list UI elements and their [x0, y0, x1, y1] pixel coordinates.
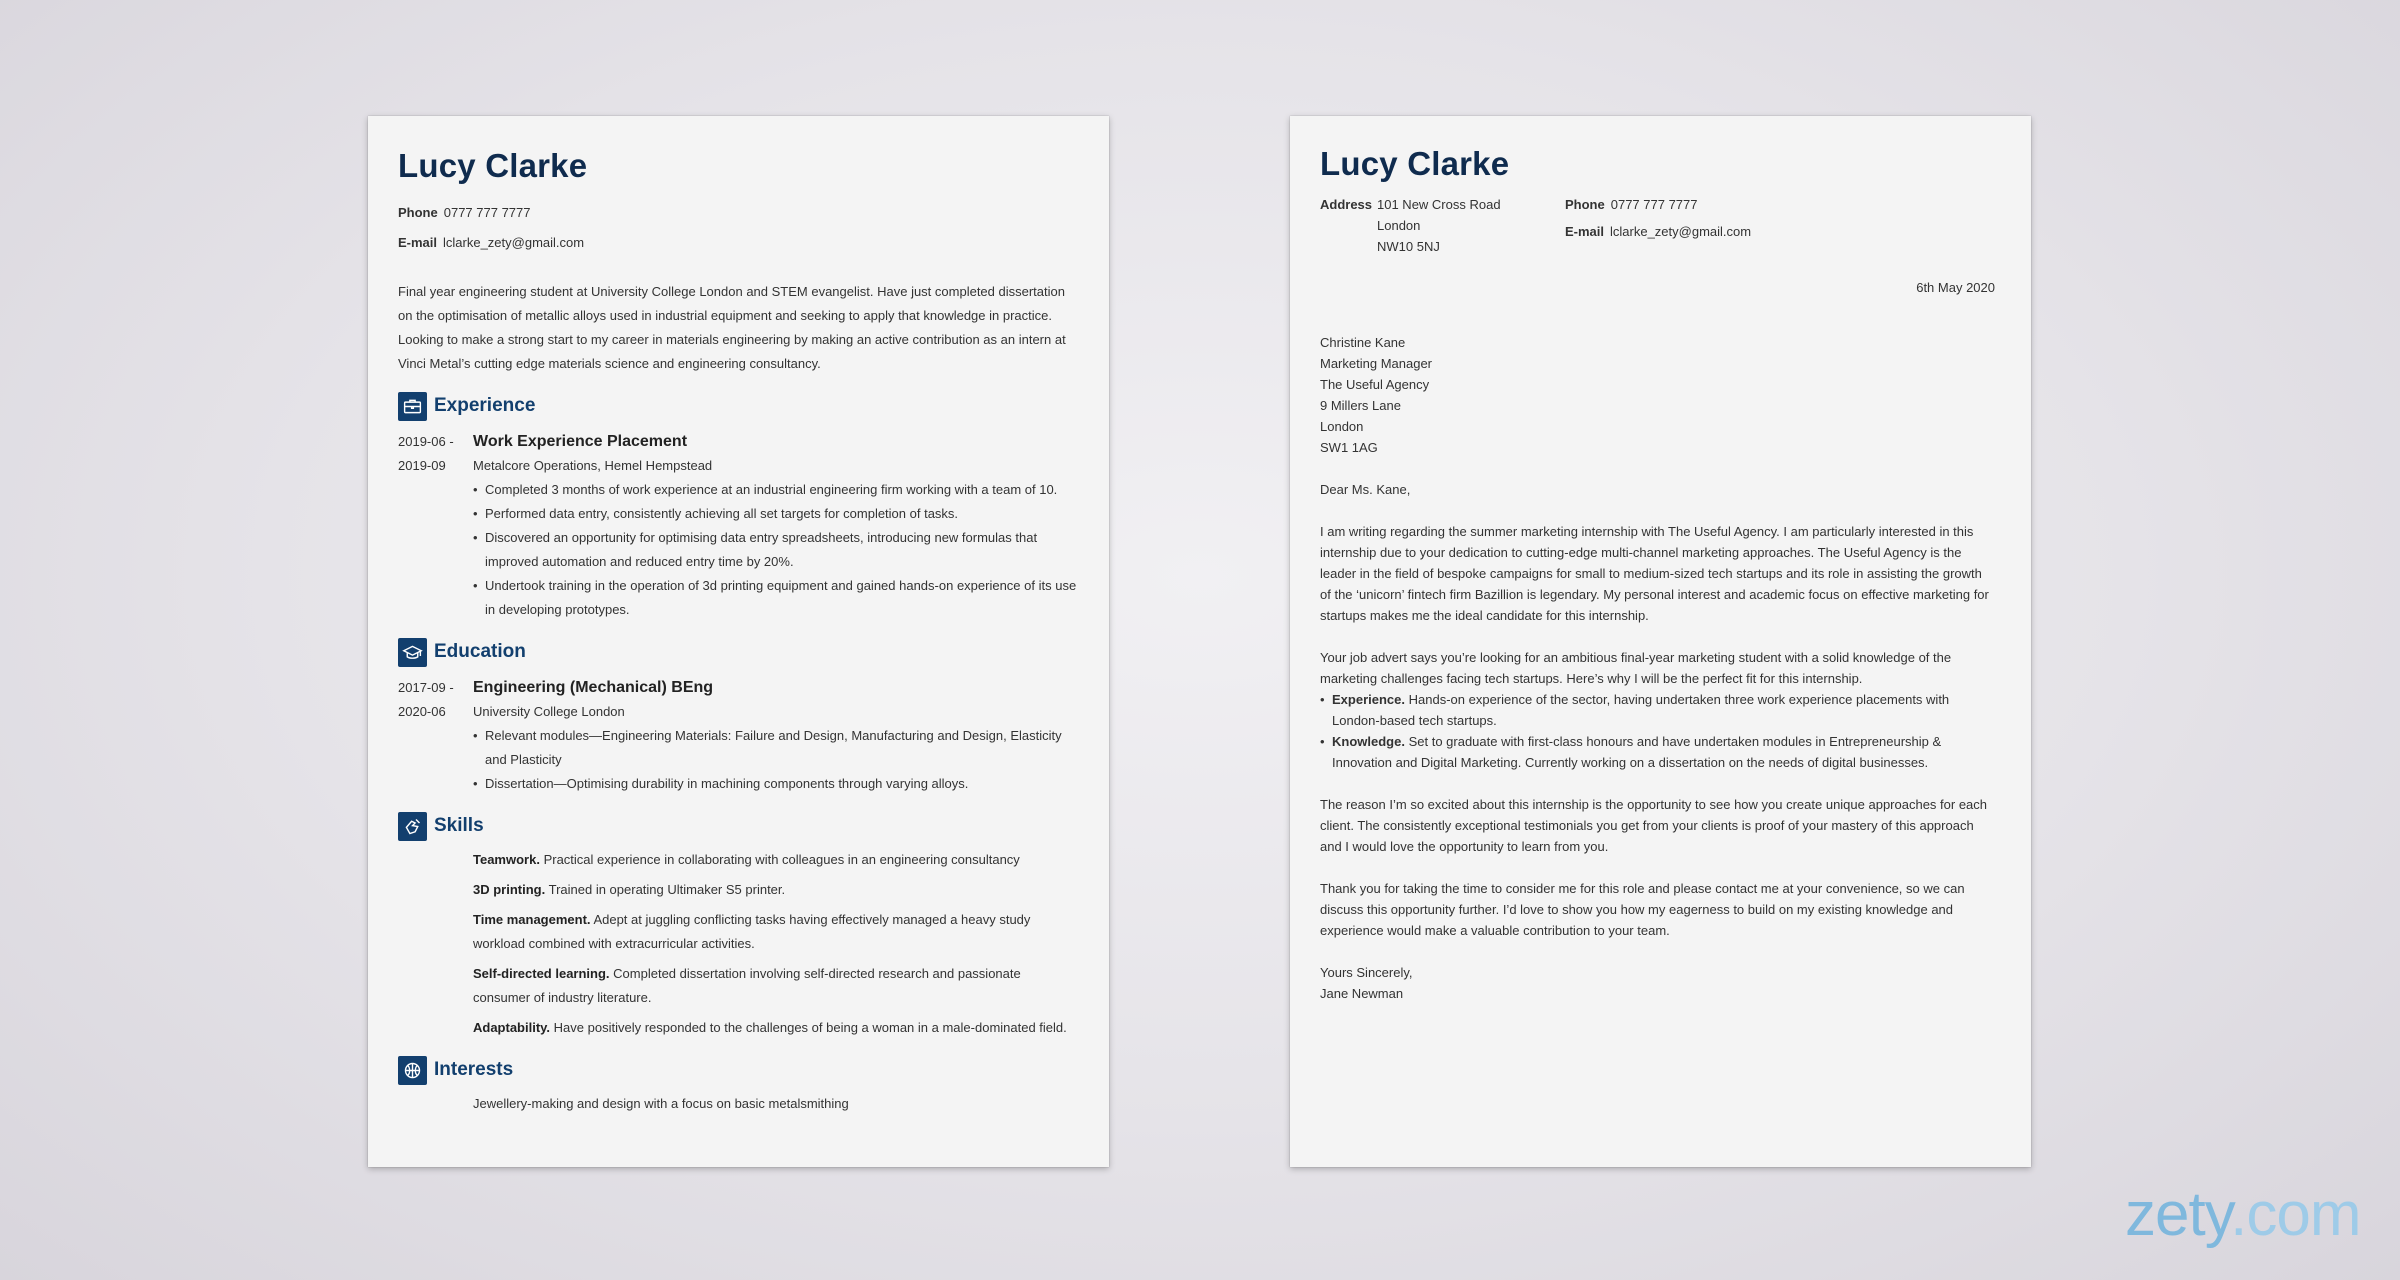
date-end: 2020-06: [398, 704, 446, 719]
experience-title: Experience: [434, 395, 536, 416]
date-start: 2019-06 -: [398, 434, 454, 449]
letter-bullets: [1320, 689, 1995, 773]
hand-icon: [398, 812, 427, 841]
list-item: • Completed 3 months of work experience at an industrial engineering firm working with a team of 10.: [473, 478, 1079, 502]
experience-section-header: [398, 390, 1079, 422]
education-title: Education: [434, 641, 526, 662]
letter-contact-block: [1320, 194, 1995, 257]
letter-name: Lucy Clarke: [1320, 145, 1510, 182]
skills-list: [398, 848, 1079, 1040]
greeting: Dear Ms. Kane,: [1320, 482, 1411, 497]
experience-entry: [398, 430, 1079, 622]
resume-email: [398, 228, 1079, 258]
recipient-line: Marketing Manager: [1320, 356, 1432, 371]
interests-text: Jewellery-making and design with a focus on basic metalsmithing: [473, 1096, 849, 1111]
date-start: 2017-09 -: [398, 680, 454, 695]
interests-title: Interests: [434, 1059, 514, 1080]
list-item: • Dissertation—Optimising durability in machining components through varying alloys.: [473, 772, 1079, 796]
list-item: [1320, 689, 1995, 731]
education-entry: [398, 676, 1079, 796]
interests-section-header: [398, 1054, 1079, 1086]
bullet-lead: Experience.: [1332, 692, 1405, 707]
list-item: • Performed data entry, consistently achieving all set targets for completion of tasks.: [473, 502, 1079, 526]
signature: Jane Newman: [1320, 986, 1404, 1001]
recipient-block: [1320, 332, 1995, 458]
address-block: [1320, 194, 1565, 257]
paragraph-3: The reason I’m so excited about this internship is the opportunity to see how you create unique approaches for each client. The consistently exceptional testimonials you get from your clients is proof of your mastery of this approach and I would love the opportunity to learn from you.: [1320, 797, 1988, 854]
email-value: lclarke_zety@gmail.com: [1610, 224, 1752, 239]
resume-name: Lucy Clarke: [398, 147, 588, 184]
list-item: • Discovered an opportunity for optimising data entry spreadsheets, introducing new formulas that improved automation and reduced entry time by 20%.: [473, 526, 1079, 574]
phone-email-block: [1565, 194, 1751, 257]
experience-dates: [398, 430, 473, 622]
skill-item: [473, 908, 1079, 956]
experience-bullets: [473, 478, 1079, 622]
skill-desc: Practical experience in collaborating with colleagues in an engineering consultancy: [543, 852, 1020, 867]
skill-item: [473, 878, 1079, 902]
basketball-icon: [398, 1056, 427, 1085]
job-title: Work Experience Placement: [473, 433, 688, 450]
address-label: Address: [1320, 197, 1373, 212]
phone-value: 0777 777 7777: [443, 205, 531, 220]
cover-letter-page: [1290, 116, 2031, 1167]
list-item: • Undertook training in the operation of 3d printing equipment and gained hands-on experience of its use in developing prototypes.: [473, 574, 1079, 622]
phone-label: Phone: [398, 205, 438, 220]
skill-item: [473, 848, 1079, 872]
email-label: E-mail: [1565, 224, 1605, 239]
logo-domain: .com: [2230, 1180, 2361, 1249]
recipient-line: 9 Millers Lane: [1320, 398, 1401, 413]
company: Metalcore Operations, Hemel Hempstead: [473, 458, 713, 473]
skills-title: Skills: [434, 815, 484, 836]
paragraph-4: Thank you for taking the time to consider me for this role and please contact me at your convenience, so we can discuss this opportunity further. I’d love to show you how my eagerness to build on my existing knowledge and experience would make a valuable contribution to your team.: [1320, 881, 1965, 938]
skill-name: 3D printing.: [473, 882, 546, 897]
recipient-line: London: [1320, 419, 1364, 434]
recipient-line: Christine Kane: [1320, 335, 1406, 350]
date-end: 2019-09: [398, 458, 446, 473]
skill-name: Adaptability.: [473, 1020, 551, 1035]
closing: Yours Sincerely,: [1320, 965, 1413, 980]
phone-label: Phone: [1565, 197, 1605, 212]
skill-name: Time management.: [473, 912, 591, 927]
address-line: 101 New Cross Road: [1377, 197, 1501, 212]
zety-logo: [2125, 1180, 2360, 1250]
address-line: London: [1377, 218, 1421, 233]
skill-desc: Adept at juggling conflicting tasks having effectively managed a heavy study workload combined with extracurricular activities.: [473, 912, 1031, 951]
education-dates: [398, 676, 473, 796]
skill-item: [473, 962, 1079, 1010]
paragraph-1: I am writing regarding the summer marketing internship with The Useful Agency. I am particularly interested in this internship due to your dedication to cutting-edge multi-channel marketing approaches. The Useful Agency is the leader in the field of bespoke campaigns for small to medium-sized tech startups and its role in assisting the growth of the ‘unicorn’ fintech firm Bazillion is legendary. My personal interest and academic focus on effective marketing for startups makes me the ideal candidate for this internship.: [1320, 524, 1989, 623]
graduation-cap-icon: [398, 638, 427, 667]
skill-desc: Completed dissertation involving self-directed research and passionate consumer of industry literature.: [473, 966, 1021, 1005]
skill-desc: Have positively responded to the challenges of being a woman in a male-dominated field.: [553, 1020, 1067, 1035]
letter-date: 6th May 2020: [1916, 280, 1995, 295]
list-item: [1320, 731, 1995, 773]
school: University College London: [473, 704, 625, 719]
skill-item: [473, 1016, 1079, 1040]
email-label: E-mail: [398, 235, 438, 250]
education-bullets: [473, 724, 1079, 796]
bullet-text: Set to graduate with first-class honours and have undertaken modules in Entrepreneurship & Innovation and Digital Marketing. Currently working on a dissertation on the needs of digital businesses.: [1332, 734, 1942, 770]
skill-name: Self-directed learning.: [473, 966, 610, 981]
bullet-text: Hands-on experience of the sector, having undertaken three work experience placements with London-based tech startups.: [1332, 692, 1950, 728]
address-line: NW10 5NJ: [1377, 239, 1440, 254]
phone-value: 0777 777 7777: [1610, 197, 1698, 212]
briefcase-icon: [398, 392, 427, 421]
logo-main: zety: [2125, 1180, 2231, 1249]
resume-page: [368, 116, 1109, 1167]
education-section-header: [398, 636, 1079, 668]
resume-summary: Final year engineering student at University College London and STEM evangelist. Have just completed dissertation on the optimisation of metallic alloys used in industrial equipment and seeking to apply that knowledge in practice. Looking to make a strong start to my career in materials engineering by making an active contribution as an intern at Vinci Metal’s cutting edge materials science and engineering consultancy.: [398, 284, 1066, 371]
recipient-line: The Useful Agency: [1320, 377, 1430, 392]
email-value: lclarke_zety@gmail.com: [443, 235, 585, 250]
skill-name: Teamwork.: [473, 852, 540, 867]
list-item: • Relevant modules—Engineering Materials: Failure and Design, Manufacturing and Design, Elasticity and Plasticity: [473, 724, 1079, 772]
skill-desc: Trained in operating Ultimaker S5 printer.: [548, 882, 786, 897]
recipient-line: SW1 1AG: [1320, 440, 1378, 455]
resume-phone: [398, 198, 1079, 228]
bullet-lead: Knowledge.: [1332, 734, 1405, 749]
paragraph-2: Your job advert says you’re looking for an ambitious final-year marketing student with a solid knowledge of the marketing challenges facing tech startups. Here’s why I will be the perfect fit for this internship.: [1320, 650, 1952, 686]
degree-title: Engineering (Mechanical) BEng: [473, 679, 714, 696]
skills-section-header: [398, 810, 1079, 842]
